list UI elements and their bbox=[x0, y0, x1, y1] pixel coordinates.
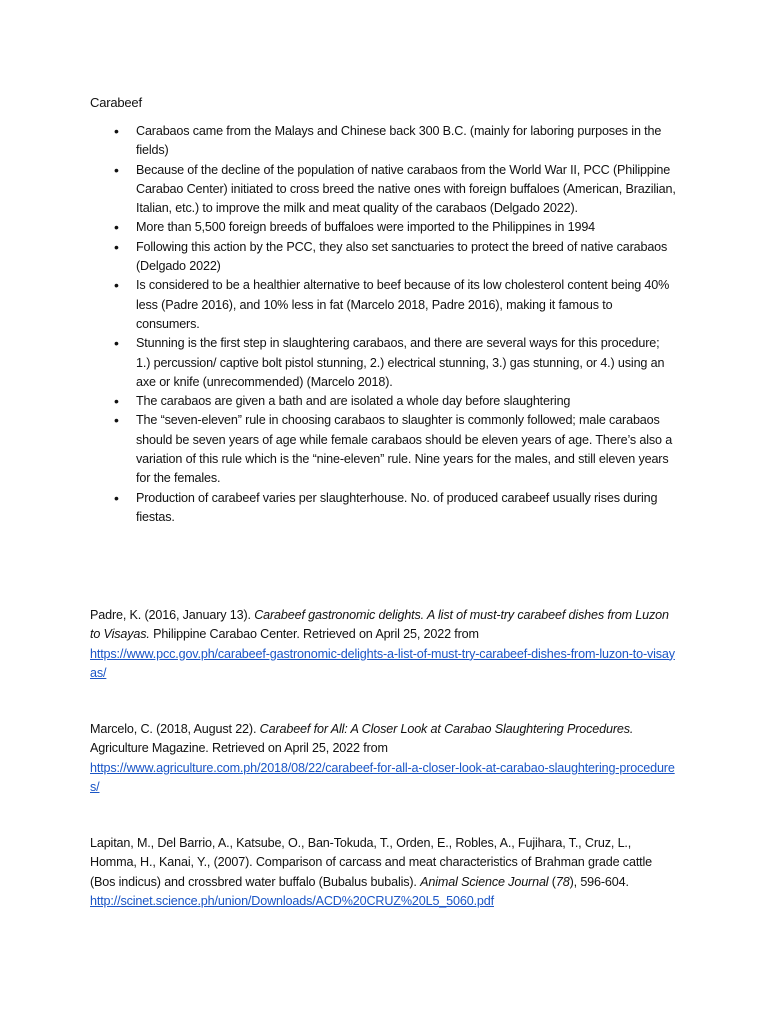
reference-text: Philippine Carabao Center. Retrieved on April 25, 2022 from bbox=[149, 627, 479, 642]
reference-text: ( bbox=[548, 874, 556, 889]
page-title: Carabeef bbox=[90, 95, 142, 110]
list-item: • The carabaos are given a bath and are isolated a whole day before slaughtering bbox=[136, 392, 676, 411]
list-item: • More than 5,500 foreign breeds of buffaloes were imported to the Philippines in 1994 bbox=[136, 218, 676, 237]
list-item: • Is considered to be a healthier alternative to beef because of its low cholesterol content being 40% less (Padre 2016), and 10% less in fat (Marcelo 2018, Padre 2016), making it famous to consumers. bbox=[136, 276, 676, 334]
reference-text: Lapitan, M., Del Barrio, A., Katsube, O., Ban-Tokuda, T., Orden, E., Robles, A., Fujihara, T., Cruz, L., Homma, H., Kanai, Y., (2007). Comparison of carcass and meat characteristics of Brahman grade cattle (Bos indicus) and crossbred water buffalo (Bubalus bubalis). bbox=[90, 836, 653, 889]
reference-link[interactable]: https://www.pcc.gov.ph/carabeef-gastronomic-delights-a-list-of-must-try-carabeef-dishes-from-luzon-to-visayas/ bbox=[90, 646, 675, 680]
reference-volume: 78 bbox=[555, 874, 570, 889]
reference-link[interactable]: https://www.agriculture.com.ph/2018/08/22/carabeef-for-all-a-closer-look-at-carabao-slaughtering-procedures/ bbox=[90, 760, 675, 794]
reference-lapitan bbox=[90, 834, 680, 911]
reference-marcelo bbox=[90, 720, 680, 797]
list-item: • Carabaos came from the Malays and Chinese back 300 B.C. (mainly for laboring purposes in the fields) bbox=[136, 122, 676, 161]
reference-text: Agriculture Magazine. Retrieved on April 25, 2022 from bbox=[90, 741, 388, 756]
list-item: • The “seven-eleven” rule in choosing carabaos to slaughter is commonly followed; male carabaos should be seven years of age while female carabaos should be eleven years of age. There’s also a variation of this rule which is the “nine-eleven” rule. Nine years for the males, and still eleven years for the females. bbox=[136, 411, 676, 488]
list-item: • Stunning is the first step in slaughtering carabaos, and there are several ways for this procedure; 1.) percussion/ captive bolt pistol stunning, 2.) electrical stunning, 3.) gas stunning, or 4.) using an axe or knife (unrecommended) (Marcelo 2018). bbox=[136, 334, 676, 392]
reference-text: Marcelo, C. (2018, August 22). bbox=[90, 722, 260, 736]
bullet-list bbox=[136, 122, 676, 527]
reference-title: Carabeef gastronomic delights. A list of must-try carabeef dishes from Luzon to Visayas. bbox=[90, 608, 669, 642]
reference-padre bbox=[90, 606, 680, 683]
reference-text: ), 596-604. bbox=[569, 874, 629, 889]
list-item: • Because of the decline of the population of native carabaos from the World War II, PCC (Philippine Carabao Center) initiated to cross breed the native ones with foreign buffaloes (American, Brazilian, Italian, etc.) to improve the milk and meat quality of the carabaos (Delgado 2022). bbox=[136, 161, 676, 219]
reference-title: Carabeef for All: A Closer Look at Carabao Slaughtering Procedures. bbox=[259, 722, 634, 736]
reference-link[interactable]: http://scinet.science.ph/union/Downloads/ACD%20CRUZ%20L5_5060.pdf bbox=[90, 893, 494, 908]
reference-journal: Animal Science Journal bbox=[420, 874, 549, 889]
list-item: • Following this action by the PCC, they also set sanctuaries to protect the breed of native carabaos (Delgado 2022) bbox=[136, 238, 676, 277]
list-item: • Production of carabeef varies per slaughterhouse. No. of produced carabeef usually rises during fiestas. bbox=[136, 489, 676, 528]
reference-text: Padre, K. (2016, January 13). bbox=[90, 608, 255, 622]
